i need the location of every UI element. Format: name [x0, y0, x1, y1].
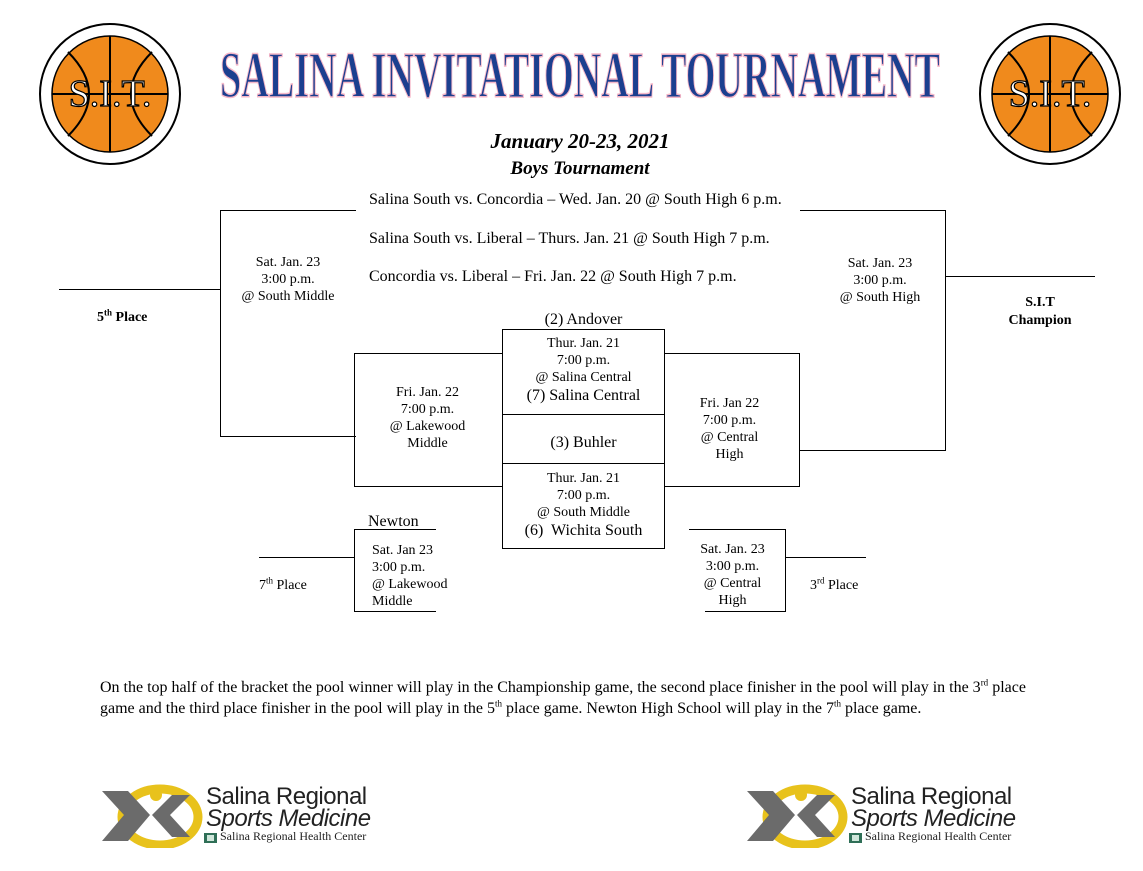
- bracket-line: [785, 557, 866, 558]
- championship-game-info: [820, 255, 940, 306]
- game-time: 3:00 p.m.: [853, 273, 907, 288]
- team-wichita-south: (6) Wichita South: [524, 522, 643, 539]
- game-location: @ Central: [700, 430, 759, 445]
- bracket-line: [945, 210, 946, 451]
- bracket-line: [220, 210, 221, 437]
- game-date: Fri. Jan 22: [699, 396, 760, 411]
- semifinal-left-info: [370, 384, 485, 452]
- sit-logo-left: [38, 22, 183, 167]
- quarterfinal-bottom-info: [502, 470, 665, 521]
- game-time: 7:00 p.m.: [556, 353, 611, 368]
- team-buhler: (3) Buhler: [550, 434, 617, 451]
- game-location: @ South Middle: [241, 289, 335, 304]
- bracket-line: [220, 210, 356, 211]
- game-location: @ Salina Central: [535, 370, 632, 385]
- game-location: @ Lakewood: [372, 577, 448, 592]
- game-time: 3:00 p.m.: [372, 560, 426, 575]
- bracket-line: [220, 436, 356, 437]
- game-location: @ Lakewood: [389, 419, 466, 434]
- tournament-dates: January 20-23, 2021: [490, 129, 670, 153]
- pool-game-2: Salina South vs. Liberal – Thurs. Jan. 21 @ South High 7 p.m.: [369, 230, 770, 247]
- game-time: 3:00 p.m.: [705, 559, 760, 574]
- game-location: @ South High: [839, 290, 921, 305]
- sponsor-mark-icon: [743, 783, 848, 848]
- game-time: 7:00 p.m.: [702, 413, 757, 428]
- game-date: Fri. Jan. 22: [396, 385, 459, 400]
- quarterfinal-top-info: [502, 335, 665, 386]
- bracket-line: [354, 611, 436, 612]
- bracket-line: [259, 557, 355, 558]
- third-place-label: 3rd Place: [810, 575, 859, 593]
- svg-text:S.I.T.: S.I.T.: [1008, 73, 1092, 115]
- seventh-place-game-info: [372, 542, 462, 610]
- bracket-line: [354, 529, 355, 612]
- bracket-line: [945, 276, 1095, 277]
- champion-label: S.I.T Champion: [1008, 295, 1072, 328]
- sponsor-name-line3: Salina Regional Health Center: [220, 829, 367, 843]
- game-date: Sat. Jan 23: [372, 543, 434, 558]
- game-date: Sat. Jan. 23: [700, 542, 765, 557]
- tournament-subtitle: Boys Tournament: [510, 158, 650, 179]
- game-time: 7:00 p.m.: [400, 402, 455, 417]
- sponsor-mark-icon: [98, 783, 203, 848]
- seventh-place-label: 7th Place: [259, 575, 307, 593]
- bracket-line: [785, 529, 786, 612]
- bracket-line: [689, 529, 786, 530]
- sponsor-name-line1: Salina Regional: [851, 783, 1012, 810]
- sponsor-logo-right: [743, 783, 1053, 853]
- sponsor-name-line1: Salina Regional: [206, 783, 367, 810]
- team-andover: (2) Andover: [544, 311, 623, 328]
- pool-game-3: Concordia vs. Liberal – Fri. Jan. 22 @ South High 7 p.m.: [369, 268, 737, 285]
- third-place-game-info: [690, 541, 775, 609]
- fifth-place-game-info: [228, 254, 348, 305]
- sponsor-name-line3: Salina Regional Health Center: [865, 829, 1012, 843]
- bracket-line: [59, 289, 221, 290]
- pool-game-1: Salina South vs. Concordia – Wed. Jan. 20 @ South High 6 p.m.: [369, 191, 782, 208]
- footer-note: On the top half of the bracket the pool winner will play in the Championship game, the second place finisher in the pool will play in the 3rd place game and the third place finisher in the pool will play in the 5th place game. Newton High School will play in the 7th place game.: [100, 677, 1026, 717]
- svg-text:S.I.T.: S.I.T.: [68, 73, 152, 115]
- bracket-line: [705, 611, 786, 612]
- bracket-line: [354, 529, 366, 530]
- game-time: 3:00 p.m.: [261, 272, 315, 287]
- game-time: 7:00 p.m.: [556, 488, 611, 503]
- fifth-place-label: 5th Place: [97, 307, 148, 325]
- game-location-2: High: [715, 447, 744, 462]
- game-date: Sat. Jan. 23: [847, 256, 913, 271]
- semifinal-right-info: [672, 395, 787, 463]
- health-center-icon: [204, 833, 217, 843]
- game-location: @ South Middle: [536, 505, 630, 520]
- game-location-2: Middle: [407, 436, 448, 451]
- sponsor-name-line2: Sports Medicine: [851, 805, 1016, 832]
- game-location: @ Central: [703, 576, 762, 591]
- sponsor-logo-left: [98, 783, 408, 853]
- team-salina-central: (7) Salina Central: [526, 387, 641, 404]
- sit-logo-right: [978, 22, 1123, 167]
- game-location-2: Middle: [372, 594, 413, 609]
- game-date: Sat. Jan. 23: [255, 255, 321, 270]
- game-date: Thur. Jan. 21: [546, 336, 621, 351]
- bracket-line: [800, 210, 946, 211]
- health-center-icon: [849, 833, 862, 843]
- game-location-2: High: [718, 593, 747, 608]
- bracket-line: [800, 450, 946, 451]
- tournament-title-banner: [210, 22, 950, 112]
- title-text: SALINA INVITATIONAL TOURNAMENT: [220, 39, 940, 112]
- game-date: Thur. Jan. 21: [546, 471, 621, 486]
- sponsor-name-line2: Sports Medicine: [206, 805, 371, 832]
- team-newton: Newton: [368, 513, 419, 530]
